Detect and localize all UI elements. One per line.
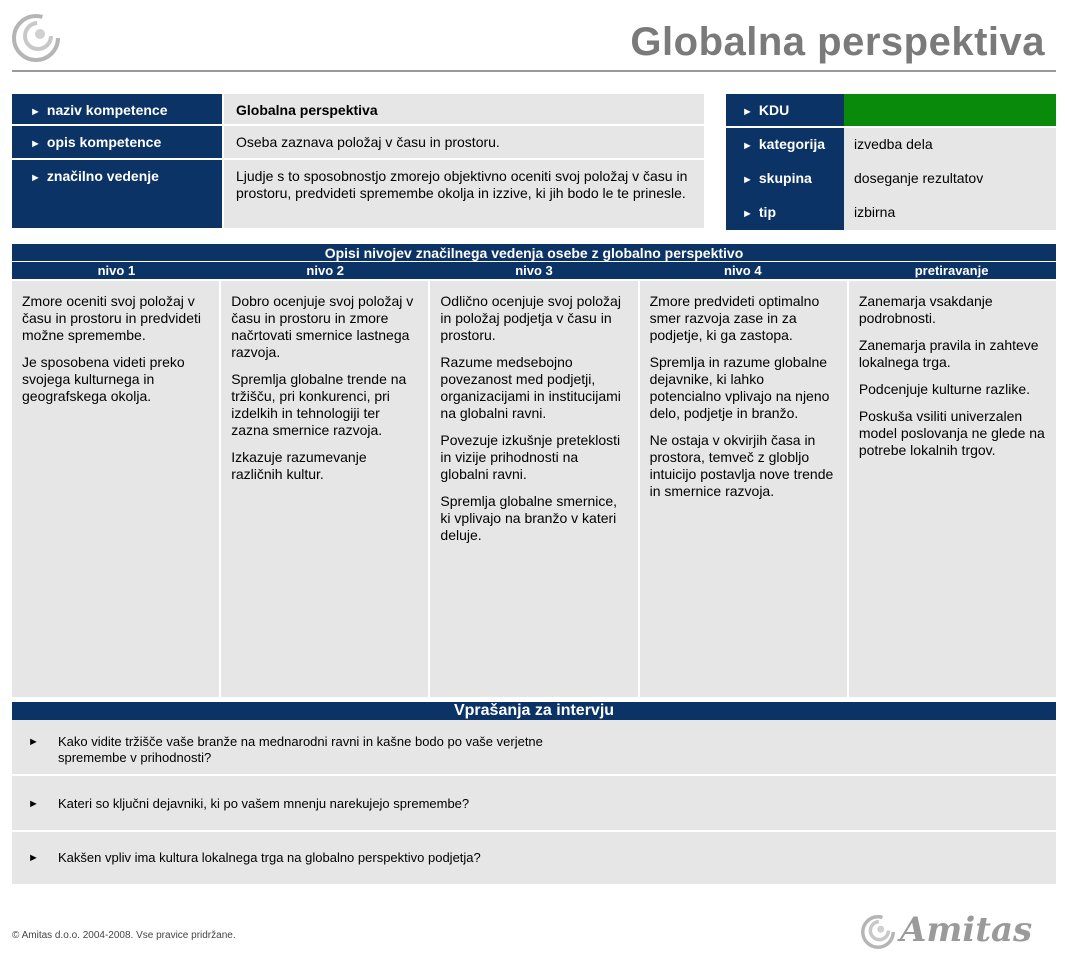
- info-value: Oseba zaznava položaj v času in prostoru.: [224, 126, 704, 158]
- level-item: Je sposobena videti preko svojega kulturnega in geografskega okolja.: [22, 354, 185, 404]
- page-title: Globalna perspektiva: [630, 20, 1045, 64]
- info-row-name: [12, 94, 704, 126]
- levels-body: [12, 281, 1056, 697]
- swirl-logo-icon: [860, 914, 896, 950]
- question-text: Kakšen vpliv ima kultura lokalnega trga na globalno perspektivo podjetja?: [58, 850, 481, 865]
- level-item: Razume medsebojno povezanost med podjetji, organizacijami in institucijami na globalni ravni.: [440, 354, 621, 421]
- level-item: Zanemarja vsakdanje podrobnosti.: [858, 293, 993, 326]
- title-divider: [12, 70, 1056, 72]
- level-item: Podcenjuje kulturne razlike.: [858, 381, 1031, 397]
- arrow-right-icon: ►: [30, 106, 41, 118]
- level-cell-4: [640, 281, 849, 697]
- level-header: nivo 2: [306, 263, 344, 278]
- levels-column-headers: [12, 262, 1056, 279]
- question-text: Kateri so ključni dejavniki, ki po vašem mnenju narekujejo spremembe?: [58, 796, 470, 811]
- kdu-color-indicator: [844, 94, 1056, 126]
- arrow-right-icon: ►: [28, 798, 39, 810]
- meta-label: skupina: [758, 170, 812, 186]
- level-item: Ne ostaja v okvirjih časa in prostora, temveč z globljo intuicijo postavlja nove trende in smernice razvoja.: [649, 432, 834, 499]
- question-text: Kako vidite tržišče vaše branže na mednarodni ravni in kašne bodo po vaše verjetne spremembe v prihodnosti?: [58, 734, 543, 765]
- level-cell-2: [221, 281, 430, 697]
- level-item: Izkazuje razumevanje različnih kultur.: [231, 449, 367, 482]
- level-cell-3: [430, 281, 639, 697]
- meta-row-category: [726, 128, 1056, 162]
- competence-info-table: [12, 94, 704, 228]
- info-label: značilno vedenje: [46, 168, 159, 184]
- meta-value: doseganje rezultatov: [844, 162, 1056, 196]
- level-item: Dobro ocenjuje svoj položaj v času in prostoru in zmore načrtovati smernice lastnega razvoja.: [231, 293, 414, 360]
- arrow-right-icon: ►: [28, 852, 39, 864]
- level-item: Spremlja globalne trende na tržišču, pri konkurenci, pri izdelkih in tehnologiji ter zazna smernice razvoja.: [231, 371, 407, 438]
- question-row: [12, 832, 1056, 884]
- level-item: Odlično ocenjuje svoj položaj in položaj podjetja v času in prostoru.: [440, 293, 621, 343]
- question-row: [12, 776, 1056, 832]
- meta-row-kdu: [726, 94, 1056, 126]
- meta-label: kategorija: [758, 136, 826, 152]
- level-item: Povezuje izkušnje preteklosti in vizije prihodnosti na globalni ravni.: [440, 432, 621, 482]
- level-header: nivo 1: [97, 263, 136, 278]
- info-label: naziv kompetence: [46, 102, 168, 118]
- meta-row-group: [726, 162, 1056, 196]
- info-value: Globalna perspektiva: [224, 94, 704, 124]
- interview-questions: [12, 702, 1056, 884]
- arrow-right-icon: ►: [30, 172, 41, 184]
- arrow-right-icon: ►: [742, 140, 753, 152]
- arrow-right-icon: ►: [28, 736, 39, 748]
- level-header: nivo 3: [515, 263, 553, 278]
- arrow-right-icon: ►: [742, 106, 753, 118]
- copyright-text: © Amitas d.o.o. 2004-2008. Vse pravice pridržane.: [12, 930, 236, 941]
- info-row-behavior: [12, 160, 704, 228]
- info-value: Ljudje s to sposobnostjo zmorejo objektivno oceniti svoj položaj v času in prostoru, predvideti spremembe okolja in izzive, ki jih bodo le te prinesle.: [224, 160, 704, 228]
- competence-meta-table: [726, 94, 1056, 230]
- info-row-description: [12, 126, 704, 160]
- levels-table: [12, 244, 1056, 697]
- meta-value: izvedba dela: [844, 128, 1056, 162]
- level-cell-1: [12, 281, 221, 697]
- questions-heading: Vprašanja za intervju: [12, 702, 1056, 720]
- arrow-right-icon: ►: [30, 138, 41, 150]
- brand-name: Amitas: [900, 910, 1033, 950]
- level-item: Spremlja globalne smernice, ki vplivajo na branžo v kateri deluje.: [440, 493, 618, 543]
- level-item: Poskuša vsiliti univerzalen model poslovanja ne glede na potrebe lokalnih trgov.: [858, 408, 1045, 458]
- arrow-right-icon: ►: [742, 208, 753, 220]
- question-row: [12, 720, 1056, 776]
- level-cell-overdoing: [849, 281, 1056, 697]
- level-item: Spremlja in razume globalne dejavnike, ki lahko potencialno vplivajo na njeno delo, podjetje in branžo.: [649, 354, 830, 421]
- meta-value: izbirna: [844, 196, 1056, 230]
- meta-label: tip: [758, 204, 776, 220]
- levels-heading: Opisi nivojev značilnega vedenja osebe z globalno perspektivo: [12, 244, 1056, 262]
- level-header: pretiravanje: [914, 263, 989, 278]
- amitas-logo: [860, 910, 1056, 950]
- level-item: Zmore predvideti optimalno smer razvoja zase in za podjetje, ki ga zastopa.: [649, 293, 820, 343]
- arrow-right-icon: ►: [742, 174, 753, 186]
- level-item: Zanemarja pravila in zahteve lokalnega trga.: [858, 337, 1039, 370]
- meta-label: KDU: [758, 102, 790, 118]
- level-header: nivo 4: [724, 263, 762, 278]
- swirl-logo-icon: [10, 12, 62, 64]
- meta-row-type: [726, 196, 1056, 230]
- info-label: opis kompetence: [46, 134, 162, 150]
- level-item: Zmore oceniti svoj položaj v času in prostoru in predvideti možne spremembe.: [22, 293, 201, 343]
